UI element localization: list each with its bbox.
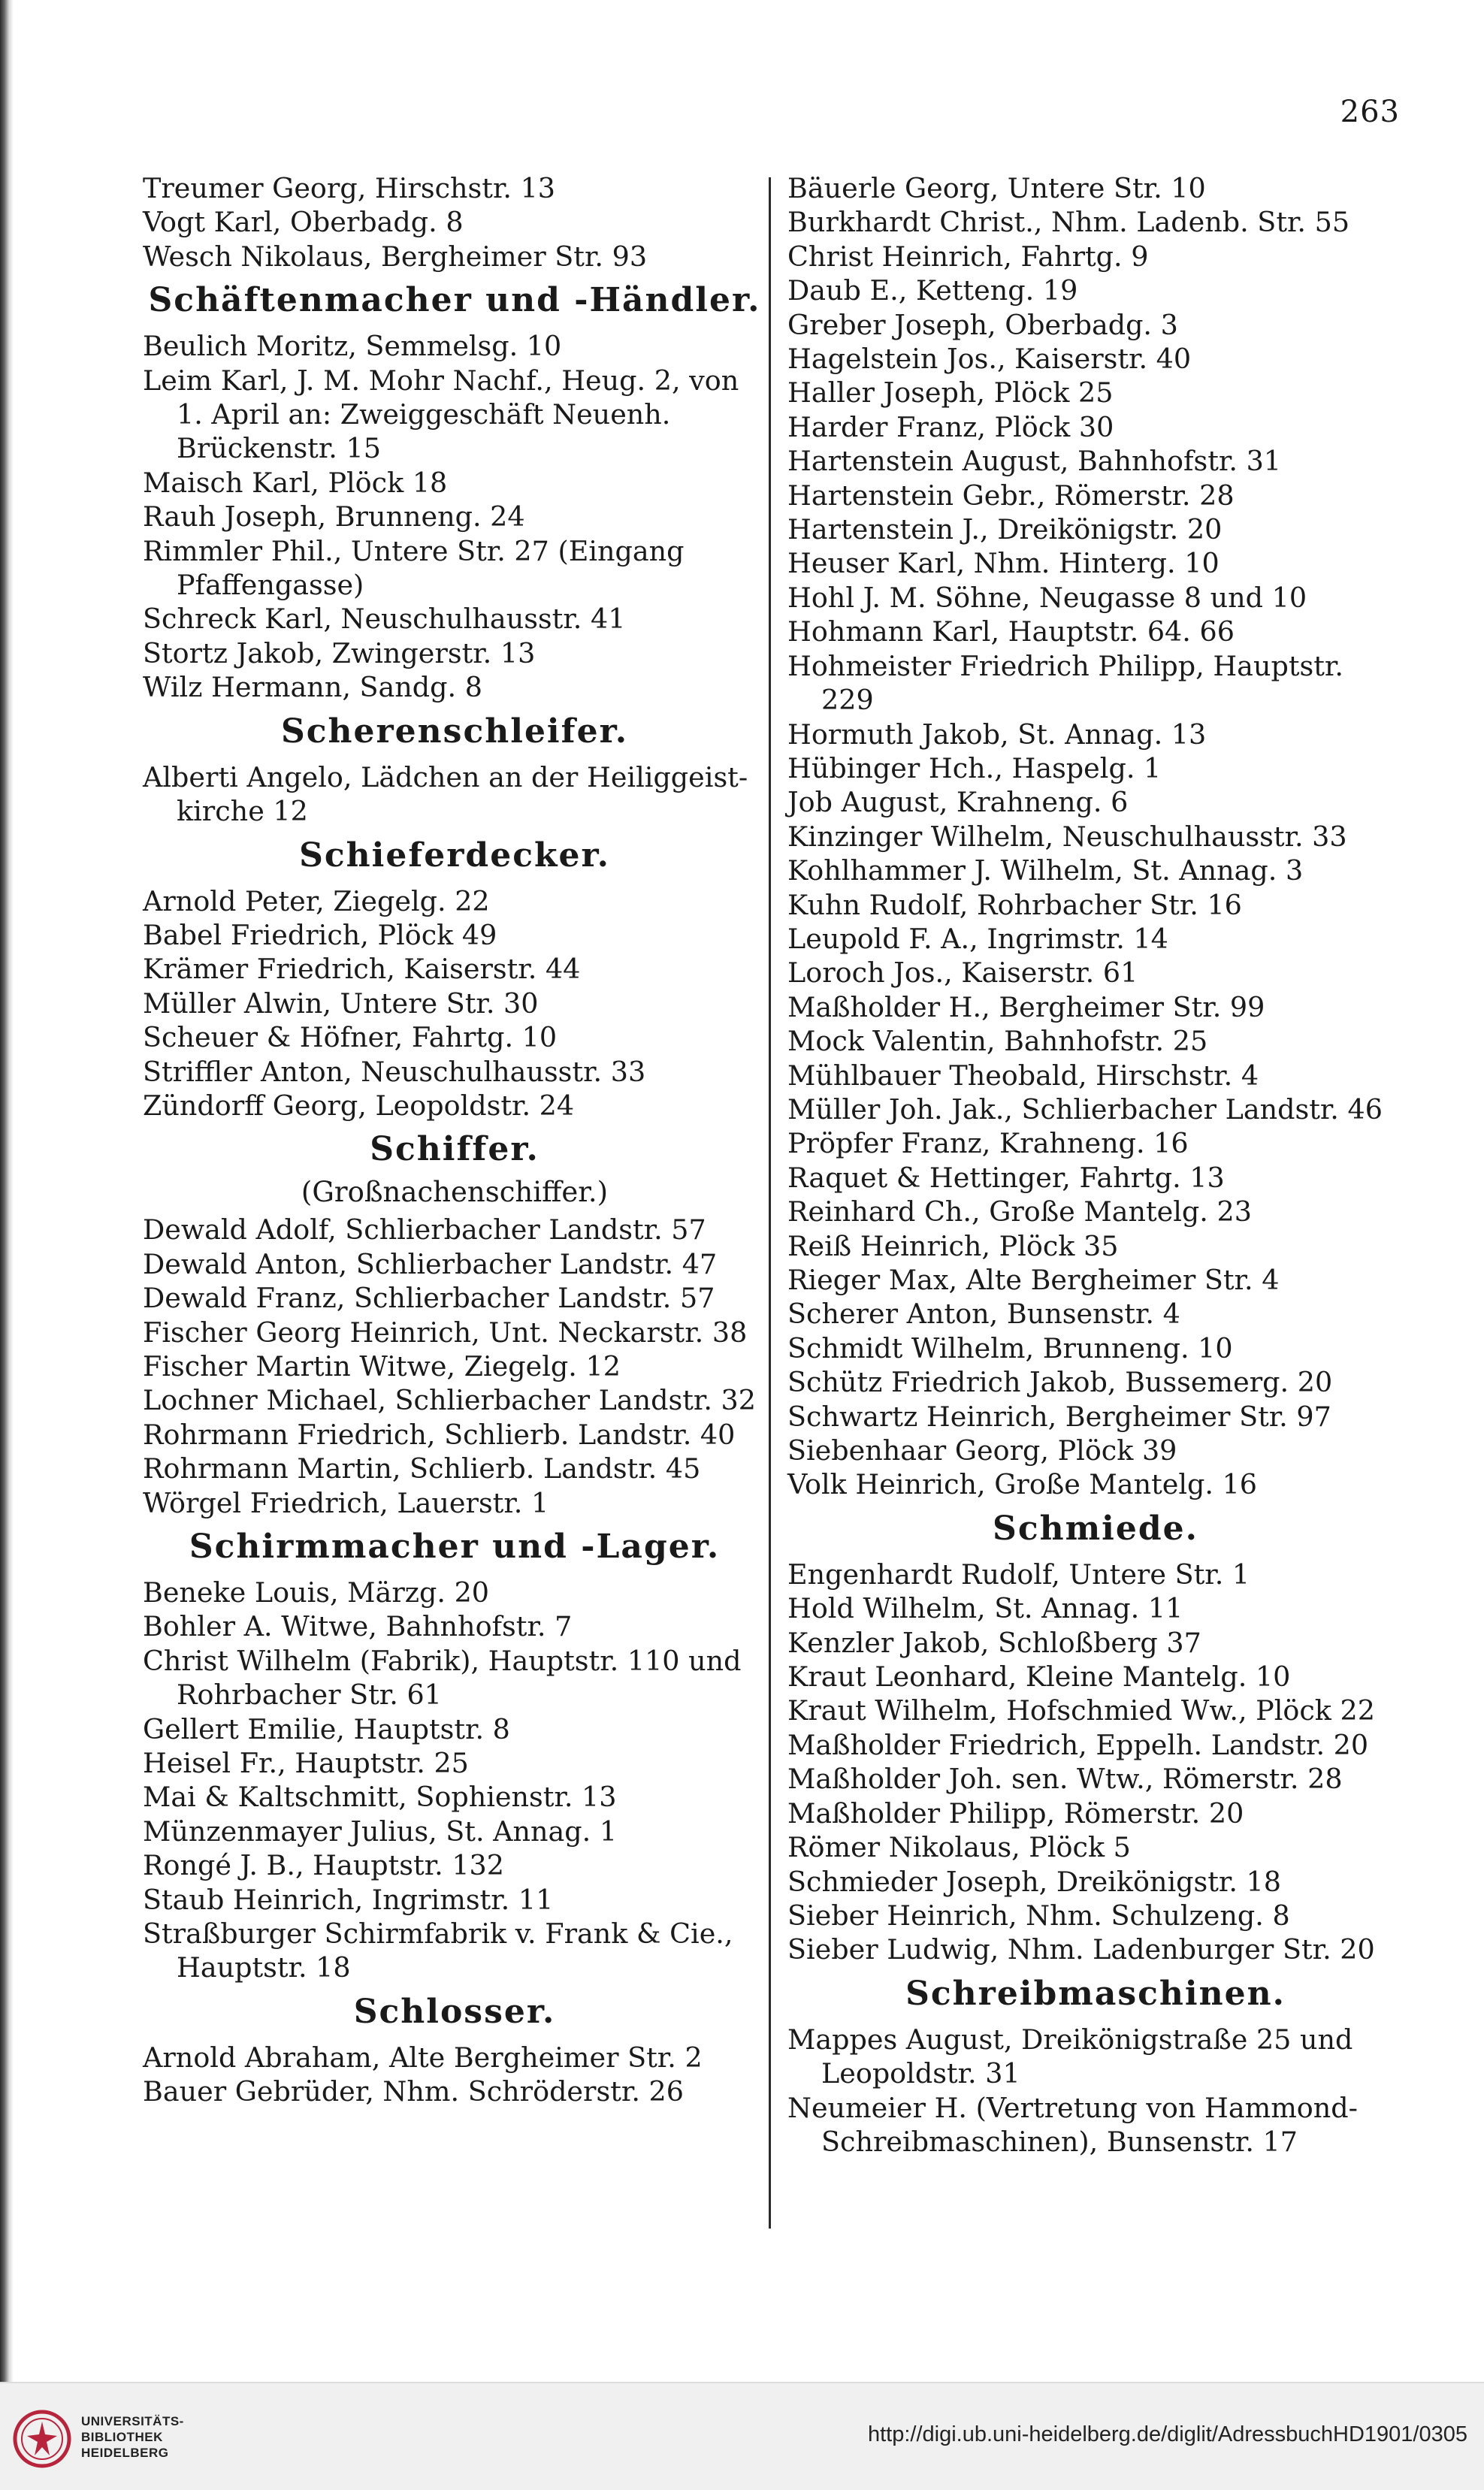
section-subheading: (Großnachenschiffer.) <box>301 1176 609 1209</box>
directory-entry: Hartenstein Gebr., Römerstr. 28 <box>787 479 1235 512</box>
section-heading: Schreibmaschinen. <box>905 1974 1286 2013</box>
left-column <box>143 171 766 2109</box>
directory-entry: Hohmann Karl, Hauptstr. 64. 66 <box>787 615 1235 648</box>
directory-entry: Krämer Friedrich, Kaiserstr. 44 <box>143 953 581 986</box>
section-heading: Schlosser. <box>353 1992 556 2031</box>
directory-entry: Wörgel Friedrich, Lauerstr. 1 <box>143 1486 549 1519</box>
directory-entry: Bauer Gebrüder, Nhm. Schröderstr. 26 <box>143 2075 684 2108</box>
directory-entry: Dewald Anton, Schlierbacher Landstr. 47 <box>143 1247 718 1280</box>
institution-line: UNIVERSITÄTS- <box>81 2414 184 2428</box>
directory-entry: Schmidt Wilhelm, Brunneng. 10 <box>787 1331 1233 1364</box>
directory-entry: Job August, Krahneng. 6 <box>787 786 1129 819</box>
directory-entry: Arnold Abraham, Alte Bergheimer Str. 2 <box>143 2041 703 2074</box>
directory-entry: Kraut Wilhelm, Hofschmied Ww., Plöck 22 <box>787 1694 1375 1727</box>
directory-section <box>143 1993 766 2109</box>
university-seal-icon <box>12 2409 72 2469</box>
column-divider <box>769 177 771 2229</box>
directory-entry: Gellert Emilie, Hauptstr. 8 <box>143 1712 510 1745</box>
directory-entry: Scherer Anton, Bunsenstr. 4 <box>787 1298 1180 1331</box>
directory-entry: Schmieder Joseph, Dreikönigstr. 18 <box>787 1865 1281 1898</box>
directory-entry: Müller Alwin, Untere Str. 30 <box>143 987 539 1020</box>
directory-entry: Maßholder Philipp, Römerstr. 20 <box>787 1796 1244 1830</box>
directory-entry: Hartenstein August, Bahnhofstr. 31 <box>787 445 1282 478</box>
directory-entry: Neumeier H. (Vertretung von Hammond-Schreibmaschinen), Bunsenstr. 17 <box>787 2091 1358 2158</box>
directory-entry: Vogt Karl, Oberbadg. 8 <box>143 206 464 239</box>
section-heading: Schirmmacher und -Lager. <box>189 1528 721 1566</box>
section-heading: Schiffer. <box>370 1130 539 1169</box>
directory-entry: Rieger Max, Alte Bergheimer Str. 4 <box>787 1264 1280 1296</box>
directory-entry: Sieber Heinrich, Nhm. Schulzeng. 8 <box>787 1899 1290 1932</box>
directory-entry: Fischer Georg Heinrich, Unt. Neckarstr. 38 <box>143 1316 748 1349</box>
directory-entry: Beneke Louis, Märzg. 20 <box>143 1576 490 1609</box>
directory-entry: Volk Heinrich, Große Mantelg. 16 <box>787 1468 1258 1501</box>
directory-entry: Heuser Karl, Nhm. Hinterg. 10 <box>787 547 1220 580</box>
directory-entry: Reiß Heinrich, Plöck 35 <box>787 1229 1119 1262</box>
directory-entry: Babel Friedrich, Plöck 49 <box>143 918 497 951</box>
directory-entry: Hormuth Jakob, St. Annag. 13 <box>787 718 1207 751</box>
directory-entry: Rongé J. B., Hauptstr. 132 <box>143 1849 505 1882</box>
directory-entry: Schütz Friedrich Jakob, Bussemerg. 20 <box>787 1366 1333 1399</box>
directory-entry: Alberti Angelo, Lädchen an der Heiliggeist-kirche 12 <box>143 760 748 828</box>
directory-entry: Stortz Jakob, Zwingerstr. 13 <box>143 636 536 669</box>
directory-entry: Burkhardt Christ., Nhm. Ladenb. Str. 55 <box>787 206 1350 239</box>
directory-section <box>143 171 766 273</box>
directory-entry: Wesch Nikolaus, Bergheimer Str. 93 <box>143 240 648 273</box>
section-heading: Schäftenmacher und -Händler. <box>148 281 761 320</box>
directory-entry: Reinhard Ch., Große Mantelg. 23 <box>787 1195 1252 1228</box>
directory-entry: Lochner Michael, Schlierbacher Landstr. 32 <box>143 1384 756 1417</box>
directory-entry: Greber Joseph, Oberbadg. 3 <box>787 308 1178 341</box>
directory-entry: Maisch Karl, Plöck 18 <box>143 466 448 499</box>
directory-entry: Fischer Martin Witwe, Ziegelg. 12 <box>143 1349 621 1382</box>
directory-section <box>787 1975 1404 2159</box>
directory-entry: Leim Karl, J. M. Mohr Nachf., Heug. 2, von 1. April an: Zweiggeschäft Neuenh. Brückenstr. 15 <box>143 364 739 465</box>
directory-entry: Loroch Jos., Kaiserstr. 61 <box>787 956 1138 990</box>
directory-entry: Münzenmayer Julius, St. Annag. 1 <box>143 1815 618 1848</box>
directory-entry: Mai & Kaltschmitt, Sophienstr. 13 <box>143 1781 617 1814</box>
directory-section <box>143 1130 766 1520</box>
directory-entry: Kinzinger Wilhelm, Neuschulhausstr. 33 <box>787 820 1347 853</box>
directory-entry: Staub Heinrich, Ingrimstr. 11 <box>143 1883 554 1916</box>
directory-entry: Harder Franz, Plöck 30 <box>787 410 1114 443</box>
directory-entry: Bohler A. Witwe, Bahnhofstr. 7 <box>143 1610 573 1643</box>
directory-section <box>143 1528 766 1985</box>
directory-entry: Christ Heinrich, Fahrtg. 9 <box>787 240 1149 273</box>
directory-entry: Kohlhammer J. Wilhelm, St. Annag. 3 <box>787 854 1304 887</box>
directory-entry: Mappes August, Dreikönigstraße 25 und Leopoldstr. 31 <box>787 2023 1353 2090</box>
directory-entry: Scheuer & Höfner, Fahrtg. 10 <box>143 1021 558 1054</box>
directory-entry: Sieber Ludwig, Nhm. Ladenburger Str. 20 <box>787 1933 1375 1966</box>
directory-entry: Hartenstein J., Dreikönigstr. 20 <box>787 513 1223 546</box>
section-heading: Schmiede. <box>993 1509 1198 1548</box>
institution-line: HEIDELBERG <box>81 2446 169 2460</box>
directory-entry: Arnold Peter, Ziegelg. 22 <box>143 884 490 917</box>
directory-entry: Rauh Joseph, Brunneng. 24 <box>143 500 525 533</box>
directory-entry: Christ Wilhelm (Fabrik), Hauptstr. 110 und Rohrbacher Str. 61 <box>143 1644 742 1712</box>
section-heading: Schieferdecker. <box>299 836 610 875</box>
directory-section <box>787 1509 1404 1967</box>
directory-section <box>143 836 766 1123</box>
directory-section <box>143 281 766 704</box>
directory-entry: Schwartz Heinrich, Bergheimer Str. 97 <box>787 1400 1331 1433</box>
directory-entry: Zündorff Georg, Leopoldstr. 24 <box>143 1089 575 1122</box>
directory-entry: Maßholder H., Bergheimer Str. 99 <box>787 990 1265 1023</box>
directory-entry: Wilz Hermann, Sandg. 8 <box>143 671 482 704</box>
directory-entry: Striffler Anton, Neuschulhausstr. 33 <box>143 1055 646 1088</box>
directory-entry: Straßburger Schirmfabrik v. Frank & Cie., Hauptstr. 18 <box>143 1917 733 1984</box>
directory-entry: Hübinger Hch., Haspelg. 1 <box>787 751 1162 784</box>
directory-entry: Bäuerle Georg, Untere Str. 10 <box>787 172 1206 204</box>
directory-entry: Rohrmann Martin, Schlierb. Landstr. 45 <box>143 1452 701 1485</box>
directory-entry: Kuhn Rudolf, Rohrbacher Str. 16 <box>787 888 1242 921</box>
directory-entry: Mühlbauer Theobald, Hirschstr. 4 <box>787 1059 1259 1092</box>
directory-entry: Hagelstein Jos., Kaiserstr. 40 <box>787 343 1192 376</box>
viewer-footer <box>0 2382 1484 2490</box>
source-url-link[interactable]: http://digi.ub.uni-heidelberg.de/diglit/AdressbuchHD1901/0305 <box>867 2422 1467 2446</box>
directory-entry: Hold Wilhelm, St. Annag. 11 <box>787 1592 1183 1625</box>
directory-entry: Beulich Moritz, Semmelsg. 10 <box>143 330 562 363</box>
directory-entry: Römer Nikolaus, Plöck 5 <box>787 1831 1131 1864</box>
directory-entry: Kraut Leonhard, Kleine Mantelg. 10 <box>787 1661 1291 1694</box>
directory-entry: Hohmeister Friedrich Philipp, Hauptstr. 229 <box>787 649 1343 717</box>
institution-name <box>81 2413 184 2461</box>
directory-entry: Maßholder Friedrich, Eppelh. Landstr. 20 <box>787 1728 1369 1761</box>
section-heading: Scherenschleifer. <box>280 712 629 751</box>
directory-entry: Treumer Georg, Hirschstr. 13 <box>143 172 556 204</box>
directory-entry: Dewald Adolf, Schlierbacher Landstr. 57 <box>143 1213 706 1247</box>
directory-entry: Rohrmann Friedrich, Schlierb. Landstr. 40 <box>143 1418 736 1451</box>
institution-line: BIBLIOTHEK <box>81 2430 163 2444</box>
directory-entry: Rimmler Phil., Untere Str. 27 (Eingang Pfaffengasse) <box>143 534 685 602</box>
directory-section <box>787 171 1404 1502</box>
directory-entry: Maßholder Joh. sen. Wtw., Römerstr. 28 <box>787 1763 1343 1796</box>
directory-entry: Raquet & Hettinger, Fahrtg. 13 <box>787 1161 1225 1194</box>
directory-entry: Daub E., Ketteng. 19 <box>787 274 1078 307</box>
directory-entry: Engenhardt Rudolf, Untere Str. 1 <box>787 1558 1250 1591</box>
directory-entry: Kenzler Jakob, Schloßberg 37 <box>787 1626 1201 1659</box>
directory-entry: Müller Joh. Jak., Schlierbacher Landstr. 46 <box>787 1092 1383 1126</box>
directory-section <box>143 712 766 829</box>
binding-edge <box>0 0 14 2382</box>
directory-entry: Dewald Franz, Schlierbacher Landstr. 57 <box>143 1282 715 1315</box>
directory-entry: Schreck Karl, Neuschulhausstr. 41 <box>143 603 626 636</box>
directory-entry: Leupold F. A., Ingrimstr. 14 <box>787 922 1168 955</box>
directory-entry: Haller Joseph, Plöck 25 <box>787 376 1114 409</box>
directory-entry: Heisel Fr., Hauptstr. 25 <box>143 1747 469 1780</box>
directory-entry: Pröpfer Franz, Krahneng. 16 <box>787 1127 1189 1160</box>
directory-entry: Hohl J. M. Söhne, Neugasse 8 und 10 <box>787 581 1307 614</box>
directory-entry: Siebenhaar Georg, Plöck 39 <box>787 1434 1177 1467</box>
directory-entry: Mock Valentin, Bahnhofstr. 25 <box>787 1025 1208 1058</box>
page-number: 263 <box>1340 95 1400 129</box>
right-column <box>787 171 1404 2159</box>
